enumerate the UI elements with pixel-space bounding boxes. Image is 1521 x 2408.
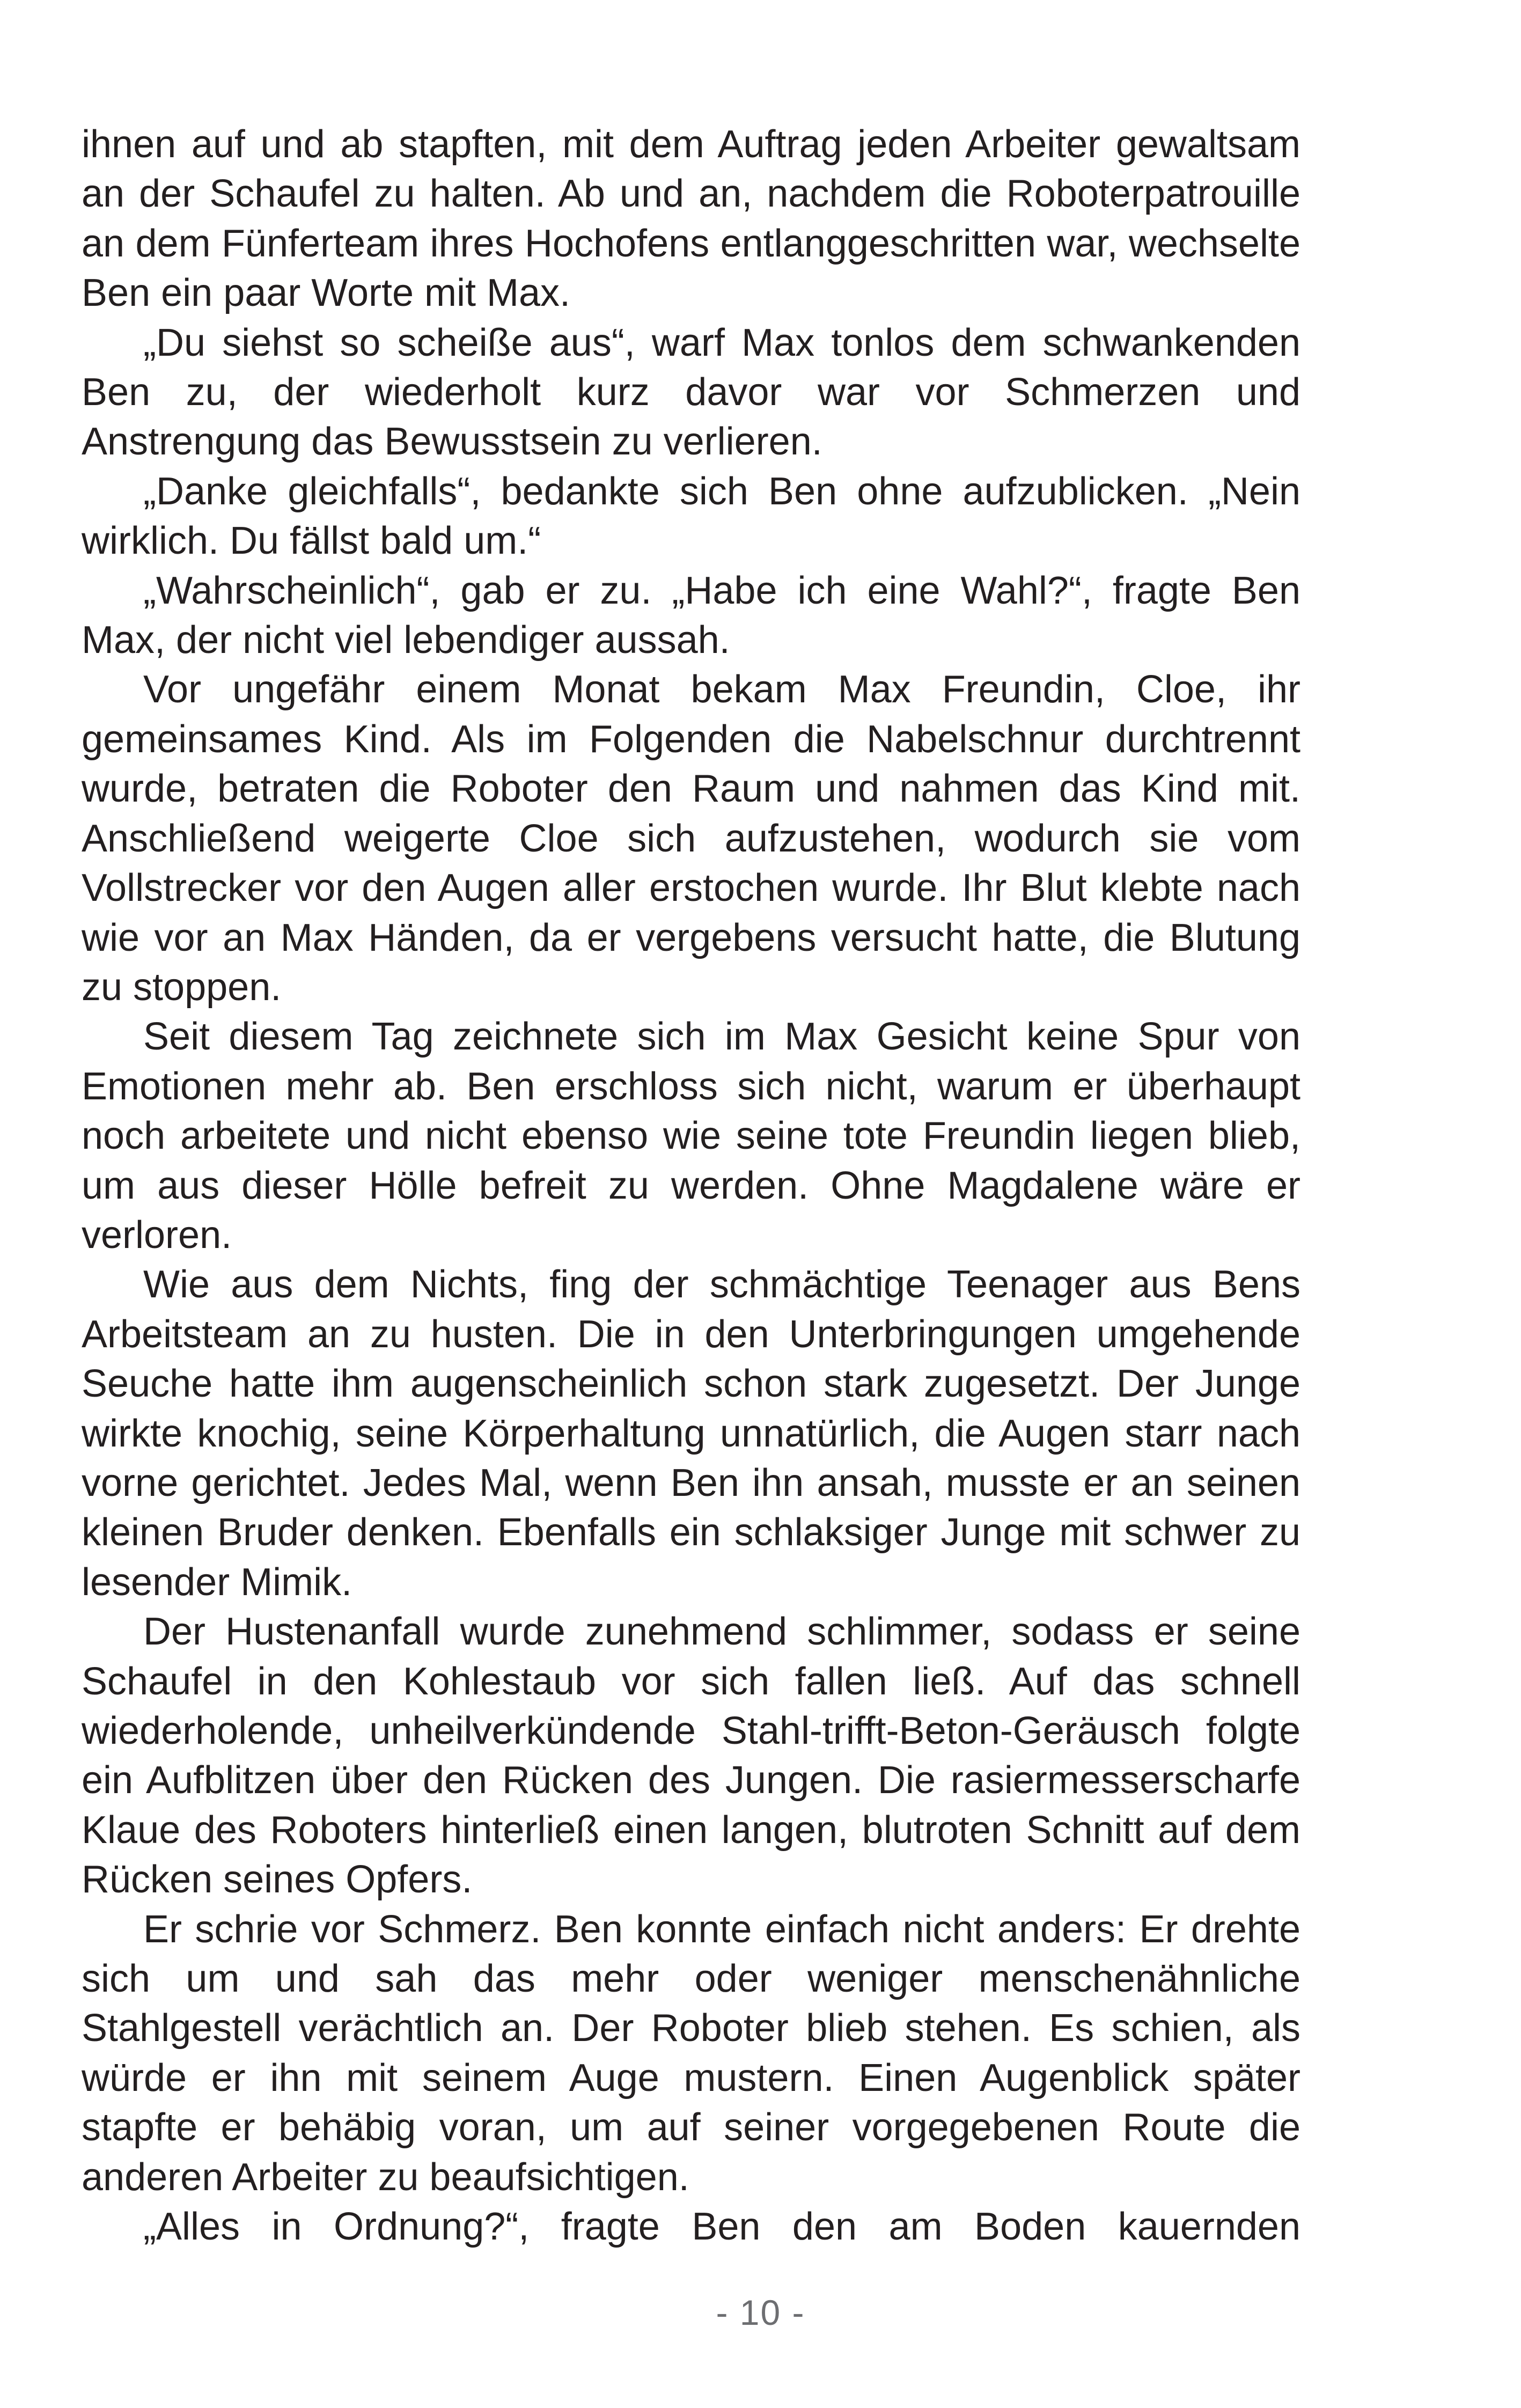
paragraph: Vor ungefähr einem Monat bekam Max Freundin, Cloe, ihr gemeinsames Kind. Als im Folgenden die Nabelschnur durchtrennt wurde, betraten die Roboter den Raum und nahmen das Kind mit. Anschließend weigerte Cloe sich aufzustehen, wodurch sie vom Vollstrecker vor den Augen aller erstochen wurde. Ihr Blut klebte nach wie vor an Max Händen, da er vergebens versucht hatte, die Blutung zu stoppen. [82, 668, 1300, 1009]
body-text [82, 120, 1300, 2251]
paragraph: „Du siehst so scheiße aus“, warf Max tonlos dem schwankenden Ben zu, der wiederholt kurz davor war vor Schmerzen und Anstrengung das Bewusstsein zu verlieren. [82, 321, 1300, 464]
paragraph: Wie aus dem Nichts, fing der schmächtige Teenager aus Bens Arbeitsteam an zu husten. Die in den Unterbringungen umgehende Seuche hatte ihm augenscheinlich schon stark zugesetzt. Der Junge wirkte knochig, seine Körperhaltung unnatürlich, die Augen starr nach vorne gerichtet. Jedes Mal, wenn Ben ihn ansah, musste er an seinen kleinen Bruder denken. Ebenfalls ein schlaksiger Junge mit schwer zu lesender Mimik. [82, 1263, 1300, 1604]
paragraph: „Alles in Ordnung?“, fragte Ben den am Boden kauernden [143, 2205, 1300, 2249]
paragraph: ihnen auf und ab stapften, mit dem Auftrag jeden Arbeiter gewaltsam an der Schaufel zu halten. Ab und an, nachdem die Roboterpatrouille an dem Fünferteam ihres Hochofens entlanggeschritten war, wechselte Ben ein paar Worte mit Max. [82, 123, 1300, 315]
paragraph: Seit diesem Tag zeichnete sich im Max Gesicht keine Spur von Emotionen mehr ab. Ben erschloss sich nicht, warum er überhaupt noch arbeitete und nicht ebenso wie seine tote Freundin liegen blieb, um aus dieser Hölle befreit zu werden. Ohne Magdalene wäre er verloren. [82, 1015, 1300, 1257]
page-number: - 10 - [716, 2293, 805, 2332]
paragraph: „Wahrscheinlich“, gab er zu. „Habe ich eine Wahl?“, fragte Ben Max, der nicht viel lebendiger aussah. [82, 569, 1300, 662]
paragraph: „Danke gleichfalls“, bedankte sich Ben ohne aufzublicken. „Nein wirklich. Du fällst bald um.“ [82, 469, 1300, 563]
paragraph: Der Hustenanfall wurde zunehmend schlimmer, sodass er seine Schaufel in den Kohlestaub vor sich fallen ließ. Auf das schnell wiederholende, unheilverkündende Stahl-trifft-Beton-Geräusch folgte ein Aufblitzen über den Rücken des Jungen. Die rasiermesserscharfe Klaue des Roboters hinterließ einen langen, blutroten Schnitt auf dem Rücken seines Opfers. [82, 1610, 1300, 1902]
paragraph: Er schrie vor Schmerz. Ben konnte einfach nicht anders: Er drehte sich um und sah das mehr oder weniger menschenähnliche Stahlgestell verächtlich an. Der Roboter blieb stehen. Es schien, als würde er ihn mit seinem Auge mustern. Einen Augenblick später stapfte er behäbig voran, um auf seiner vorgegebenen Route die anderen Arbeiter zu beaufsichtigen. [82, 1907, 1300, 2199]
